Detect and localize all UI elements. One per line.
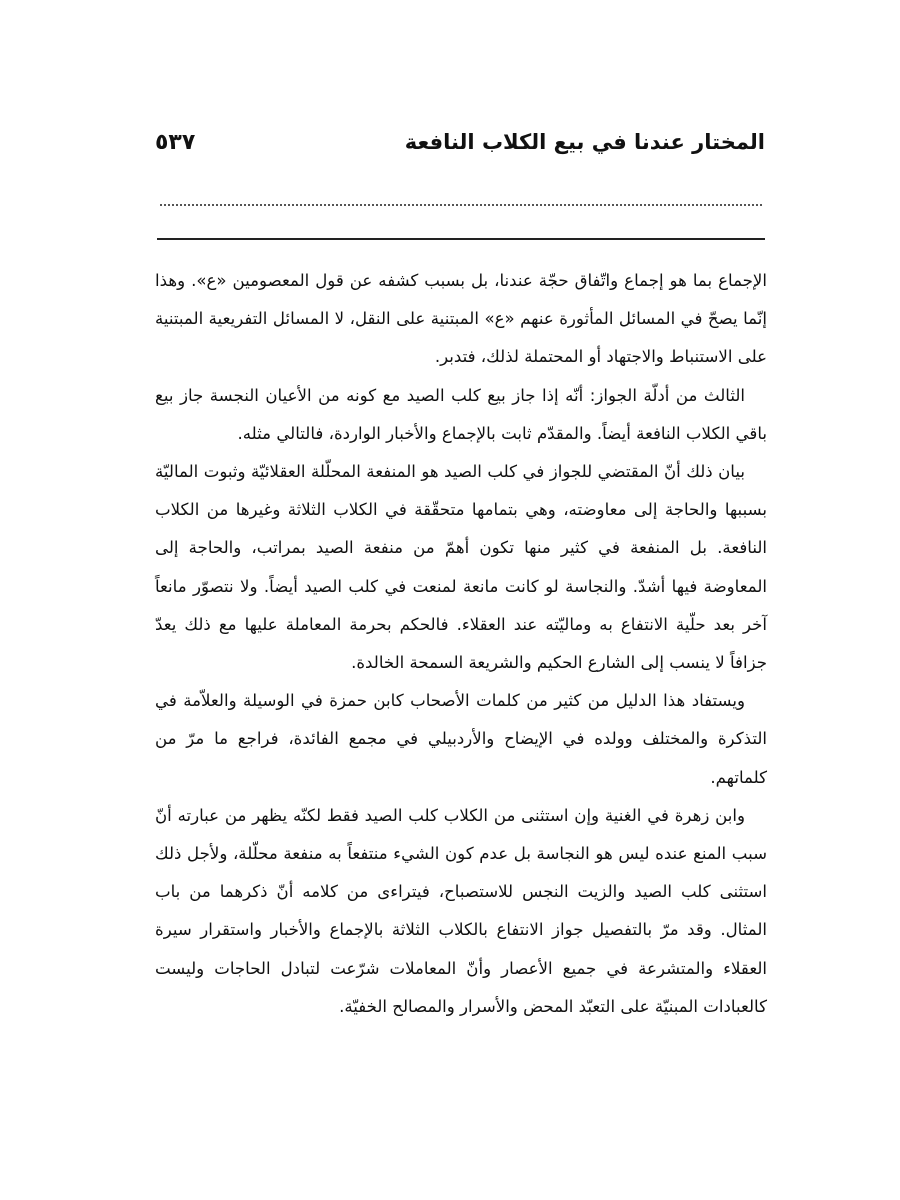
body-text — [155, 262, 767, 1026]
paragraph-4: ويستفاد هذا الدليل من كثير من كلمات الأصحاب كابن حمزة في الوسيلة والعلاّمة في التذكرة والمختلف وولده في الإيضاح والأردبيلي في مجمع الفائدة، فراجع ما مرّ من كلماتهم. — [155, 691, 767, 787]
paragraph-5: وابن زهرة في الغنية وإن استثنى من الكلاب كلب الصيد فقط لكنّه يظهر من عبارته أنّ سبب المنع عنده ليس هو النجاسة بل عدم كون الشيء منتفعاً به منفعة محلّلة، ولأجل ذلك استثنى كلب الصيد والزيت النجس للاستصباح، فيتراءى من كلامه أنّ ذكرهما من باب المثال. وقد مرّ بالتفصيل جواز الانتفاع بالكلاب الثلاثة بالإجماع والأخبار واستقرار سيرة العقلاء والمتشرعة في جميع الأعصار وأنّ المعاملات شرّعت لتبادل الحاجات وليست كالعبادات المبنيّة على التعبّد المحض والأسرار والمصالح الخفيّة. — [155, 805, 767, 1016]
page-header — [155, 122, 765, 162]
paragraph-3: بيان ذلك أنّ المقتضي للجواز في كلب الصيد هو المنفعة المحلّلة العقلائيّة وثبوت الماليّة بسببها والحاجة إلى معاوضته، وهي بتمامها متحقّقة في الكلاب الثلاثة وغيرها من الكلاب النافعة. بل المنفعة في كثير منها تكون أهمّ من منفعة الصيد بمراتب، والحاجة إلى المعاوضة فيها أشدّ. والنجاسة لو كانت مانعة لمنعت في كلب الصيد أيضاً. ولا نتصوّر مانعاً آخر بعد حلّية الانتفاع به وماليّته عند العقلاء. فالحكم بحرمة المعاملة عليها مع ذلك يعدّ جزافاً لا ينسب إلى الشارع الحكيم والشريعة السمحة الخالدة. — [155, 462, 767, 673]
solid-divider — [157, 238, 765, 240]
dotted-divider — [160, 204, 762, 206]
paragraph-2: الثالث من أدلّة الجواز: أنّه إذا جاز بيع كلب الصيد مع كونه من الأعيان النجسة جاز بيع باقي الكلاب النافعة أيضاً. والمقدّم ثابت بالإجماع والأخبار الواردة، فالتالي مثله. — [155, 385, 767, 443]
paragraph-1: الإجماع بما هو إجماع واتّفاق حجّة عندنا، بل بسبب كشفه عن قول المعصومين «ع». وهذا إنّما يصحّ في المسائل المأثورة عنهم «ع» المبتنية على النقل، لا المسائل التفريعية المبتنية على الاستنباط والاجتهاد أو المحتملة لذلك، فتدبر. — [155, 271, 767, 367]
page-number: ٥٣٧ — [155, 129, 196, 155]
running-title: المختار عندنا في بيع الكلاب النافعة — [404, 130, 765, 154]
